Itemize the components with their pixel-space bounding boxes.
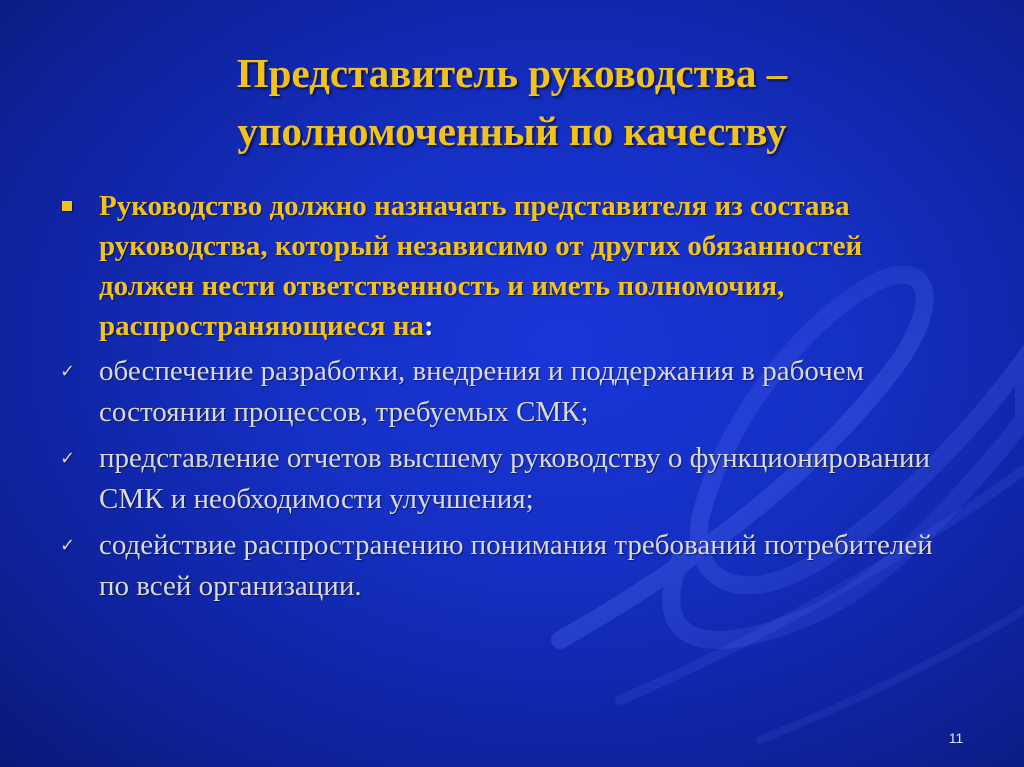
list-item: [58, 351, 958, 433]
title-line-1: Представитель руководства –: [236, 50, 788, 96]
intro-paragraph: [58, 186, 958, 346]
list-item-text: обеспечение разработки, внедрения и поддержания в рабочем состоянии процессов, требуемых СМК;: [99, 355, 864, 428]
square-bullet-icon: [62, 201, 72, 211]
title-line-2: уполномоченный по качеству: [237, 108, 787, 154]
page-number: 11: [948, 730, 964, 746]
list-item-text: содействие распространению понимания требований потребителей по всей организации.: [99, 529, 933, 602]
list-item-text: представление отчетов высшему руководству о функционировании СМК и необходимости улучшения;: [99, 442, 931, 515]
list-item: [58, 438, 958, 520]
checkmark-icon: ✓: [60, 448, 76, 469]
intro-colon: :: [423, 310, 434, 342]
slide-title: [60, 44, 964, 160]
list-item: [58, 525, 958, 607]
slide-body: [58, 186, 958, 607]
checkmark-icon: ✓: [60, 361, 76, 382]
checkmark-icon: ✓: [60, 535, 76, 556]
intro-text: Руководство должно назначать представителя из состава руководства, который независимо от других обязанностей должен нести ответственность и иметь полномочия, распространяющиеся на: [99, 190, 863, 342]
